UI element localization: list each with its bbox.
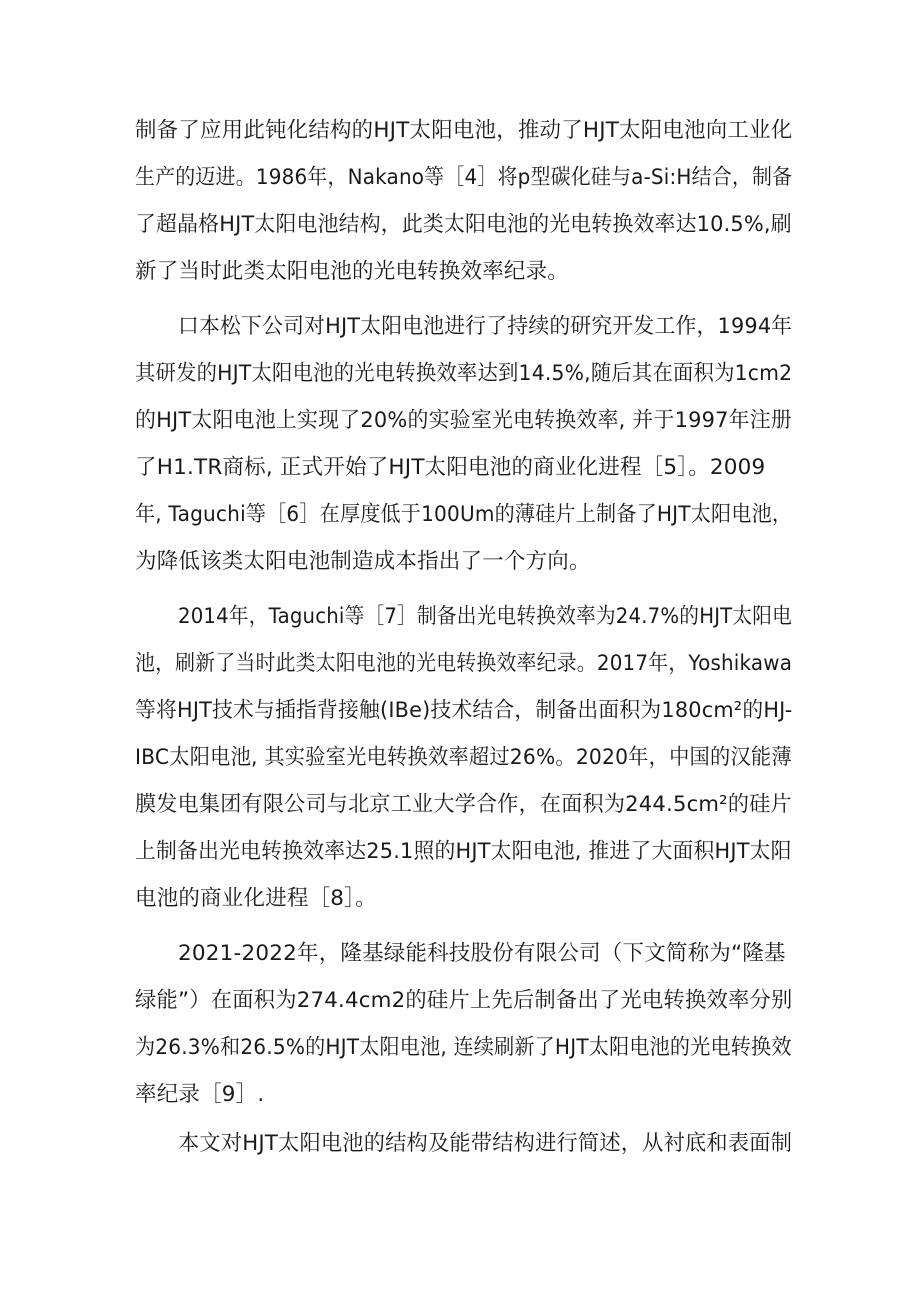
paragraph-line: 为降低该类太阳电池制造成本指出了一个方向。 [135, 549, 591, 574]
paragraph-line: 2014年，Taguchi等［7］制备出光电转换效率为24.7%的HJT太阳电 [178, 604, 793, 629]
paragraph-line: 率纪录［9］. [135, 1082, 265, 1107]
paragraph-line: 为26.3%和26.5%的HJT太阳电池, 连续刷新了HJT太阳电池的光电转换效 [135, 1035, 792, 1060]
paragraph-line: 了超晶格HJT太阳电池结构，此类太阳电池的光电转换效率达10.5%,刷 [135, 212, 792, 237]
paragraph-line: 膜发电集团有限公司与北京工业大学合作，在面积为244.5cm²的硅片 [135, 792, 792, 817]
paragraph-line: 电池的商业化进程［8］。 [135, 886, 377, 911]
paragraph-line: 等将HJT技术与插指背接触(IBe)技术结合，制备出面积为180cm²的HJ- [135, 698, 793, 723]
paragraph-line: IBC太阳电池, 其实验室光电转换效率超过26%。2020年，中国的汉能薄 [135, 745, 792, 770]
paragraph-line: 其研发的HJT太阳电池的光电转换效率达到14.5%,随后其在面积为1cm2 [135, 361, 793, 386]
paragraph-line: 绿能”）在面积为274.4cm2的硅片上先后制备出了光电转换效率分别 [135, 988, 793, 1013]
paragraph-line: 生产的迈进。1986年，Nakano等［4］将p型碳化硅与a-Si:H结合，制备 [135, 165, 793, 190]
paragraph-line: 上制备出光电转换效率达25.1照的HJT太阳电池, 推进了大面积HJT太阳 [135, 839, 792, 864]
paragraph-line: 口本松下公司对HJT太阳电池进行了持续的研究开发工作，1994年 [178, 314, 793, 339]
paragraph-line: 本文对HJT太阳电池的结构及能带结构进行简述，从衬底和表面制 [178, 1131, 793, 1156]
paragraph-line: 2021-2022年，隆基绿能科技股份有限公司（下文简称为“隆基 [178, 941, 786, 966]
paragraph-line: 制备了应用此钝化结构的HJT太阳电池，推动了HJT太阳电池向工业化 [135, 118, 793, 143]
paragraph-line: 新了当时此类太阳电池的光电转换效率纪录。 [135, 259, 570, 284]
paragraph-line: 了H1.TR商标, 正式开始了HJT太阳电池的商业化进程［5］。2009 [135, 455, 766, 480]
paragraph-line: 的HJT太阳电池上实现了20%的实验室光电转换效率, 并于1997年注册 [135, 408, 792, 433]
paragraph-line: 池，刷新了当时此类太阳电池的光电转换效率纪录。2017年，Yoshikawa [135, 651, 793, 676]
paragraph-line: 年, Taguchi等［6］在厚度低于100Um的薄硅片上制备了HJT太阳电池， [135, 502, 793, 527]
